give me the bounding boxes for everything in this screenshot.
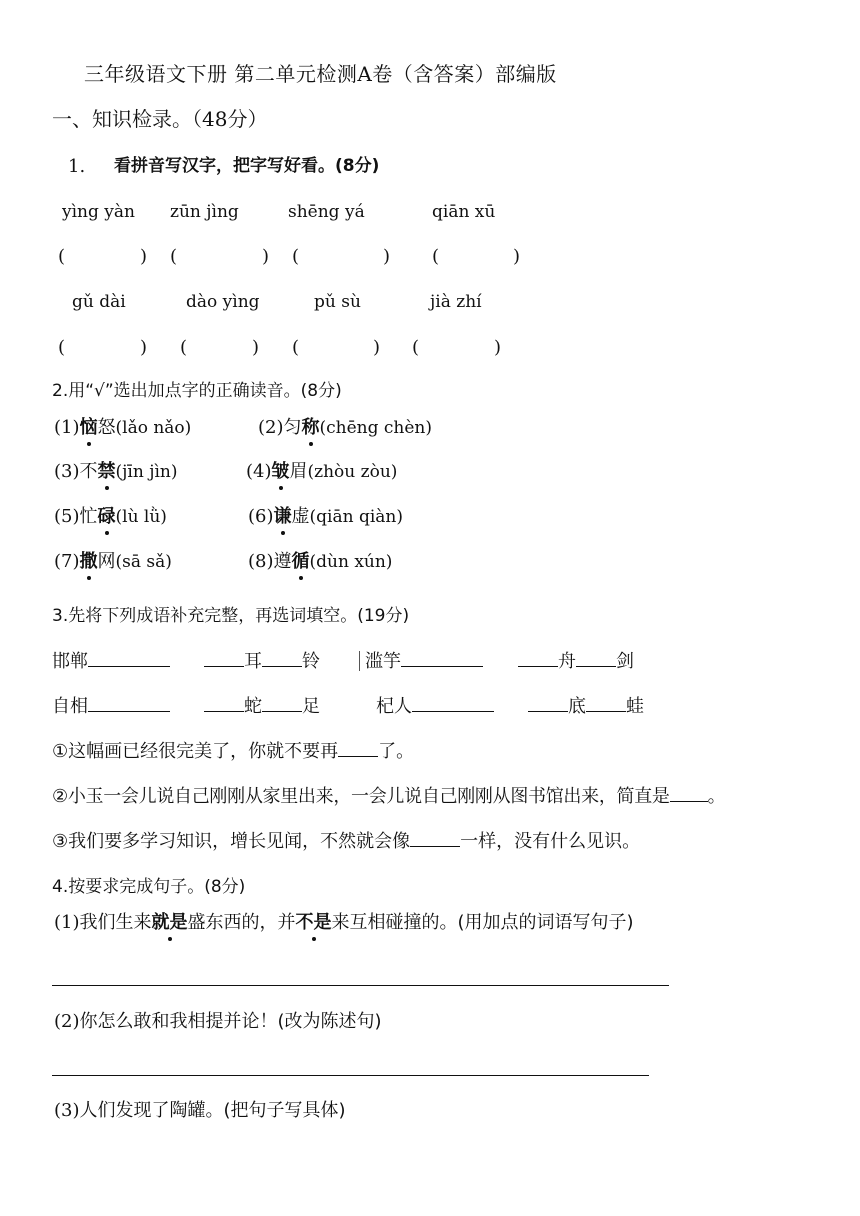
section-heading: 一、知识检录。（48分）	[52, 107, 268, 131]
pinyin-4: qiān xū	[432, 202, 496, 222]
item-number: (2)	[258, 417, 284, 438]
pinyin-choices: (zhòu zòu)	[307, 462, 398, 482]
fill-sentence-2	[52, 785, 725, 808]
reading-item-7	[54, 551, 172, 573]
sentence-task-1	[54, 912, 634, 934]
idiom-3	[365, 650, 483, 673]
dotted-word	[152, 912, 188, 933]
reading-item-1	[54, 417, 191, 439]
idiom-8	[528, 695, 644, 718]
reading-item-4	[246, 461, 397, 483]
task-requirement: (把句子写具体)	[223, 1100, 346, 1121]
fill-sentence-3	[52, 830, 640, 853]
pinyin-choices: (jīn jìn)	[115, 462, 178, 482]
answer-paren-close: )	[252, 337, 260, 358]
fill-blank[interactable]	[338, 740, 378, 757]
item-number: (4)	[246, 461, 272, 482]
idiom-text: 邯郸	[52, 651, 88, 672]
answer-paren-close: )	[494, 337, 502, 358]
answer-paren-open: (	[58, 246, 66, 267]
plain-char: 遵	[273, 551, 292, 572]
answer-paren-open: (	[180, 337, 188, 358]
item-number: (1)	[54, 417, 80, 438]
item-number: (8)	[248, 551, 274, 572]
idiom-text: 舟	[558, 651, 576, 672]
answer-paren-open: (	[58, 337, 66, 358]
dotted-char: 禁	[97, 461, 116, 482]
dotted-char: 皱	[271, 461, 290, 482]
pinyin-6: dào yìng	[186, 292, 260, 312]
idiom-text: 剑	[616, 651, 634, 672]
plain-char: 虚	[291, 506, 310, 527]
plain-char: 眉	[289, 461, 308, 482]
item-number: (3)	[54, 1100, 80, 1121]
sentence-text: ③我们要多学习知识，增长见闻，不然就会像	[52, 831, 411, 852]
pinyin-2: zūn jìng	[170, 202, 239, 222]
dotted-char: 谦	[273, 506, 292, 527]
idiom-6	[204, 695, 320, 718]
fill-blank[interactable]	[410, 830, 460, 847]
item-number: (2)	[54, 1011, 80, 1032]
idiom-2	[204, 650, 320, 673]
sentence-text: 你怎么敢和我相提并论！	[79, 1011, 278, 1032]
sentence-text: 来互相碰撞的。	[331, 912, 458, 933]
answer-line[interactable]	[52, 1075, 649, 1076]
dotted-char: 碌	[97, 506, 116, 527]
reading-item-8	[248, 551, 392, 573]
fill-blank[interactable]	[88, 650, 170, 667]
reading-item-3	[54, 461, 177, 483]
idiom-text: 蛇	[244, 696, 262, 717]
answer-paren-open: (	[412, 337, 420, 358]
question-3-prompt: 3.先将下列成语补充完整，再选词填空。(19分)	[52, 606, 410, 626]
fill-blank[interactable]	[88, 695, 170, 712]
pinyin-choices: (chēng chèn)	[319, 418, 433, 438]
sentence-task-2	[54, 1011, 382, 1033]
dotted-char: 恼	[79, 417, 98, 438]
dotted-chars: 不是	[295, 912, 332, 933]
idiom-text: 杞人	[376, 696, 412, 717]
answer-paren-open: (	[432, 246, 440, 267]
idiom-text: 底	[568, 696, 586, 717]
question-4-prompt: 4.按要求完成句子。(8分)	[52, 877, 246, 897]
answer-paren-close: )	[383, 246, 391, 267]
pinyin-choices: (dùn xún)	[309, 552, 393, 572]
pinyin-7: pǔ sù	[314, 292, 361, 312]
item-number: (1)	[54, 912, 80, 933]
pinyin-1: yìng yàn	[62, 202, 135, 222]
sentence-text: 人们发现了陶罐。	[79, 1100, 224, 1121]
dotted-chars: 就是	[151, 912, 188, 933]
task-requirement: (改为陈述句)	[277, 1011, 382, 1032]
item-number: (3)	[54, 461, 80, 482]
idiom-text: 滥竽	[365, 651, 401, 672]
sentence-text: 。	[707, 786, 726, 807]
pinyin-choices: (sā sǎ)	[115, 552, 172, 572]
task-requirement: (用加点的词语写句子)	[457, 912, 634, 933]
idiom-text: 铃	[302, 651, 320, 672]
fill-blank[interactable]	[518, 650, 558, 667]
fill-blank[interactable]	[262, 695, 302, 712]
fill-blank[interactable]	[528, 695, 568, 712]
dotted-char: 称	[301, 417, 320, 438]
answer-paren-open: (	[292, 337, 300, 358]
sentence-task-3	[54, 1100, 346, 1122]
dotted-char: 撒	[79, 551, 98, 572]
answer-line[interactable]	[52, 985, 669, 986]
pinyin-5: gǔ dài	[72, 292, 126, 312]
answer-paren-close: )	[262, 246, 270, 267]
answer-paren-close: )	[140, 246, 148, 267]
answer-paren-close: )	[373, 337, 381, 358]
idiom-text: 自相	[52, 696, 88, 717]
item-number: (5)	[54, 506, 80, 527]
fill-blank[interactable]	[204, 650, 244, 667]
idiom-4	[518, 650, 634, 673]
sentence-text: ②小玉一会儿说自己刚刚从家里出来，一会儿说自己刚刚从图书馆出来，简直是	[52, 786, 670, 807]
pinyin-3: shēng yá	[288, 202, 365, 222]
idiom-text: 蛙	[626, 696, 644, 717]
idiom-text: 耳	[244, 651, 262, 672]
reading-item-6	[248, 506, 403, 528]
fill-blank[interactable]	[412, 695, 494, 712]
sentence-text: 盛东西的，并	[187, 912, 296, 933]
fill-blank[interactable]	[204, 695, 244, 712]
plain-char: 不	[79, 461, 98, 482]
answer-paren-open: (	[170, 246, 178, 267]
fill-blank[interactable]	[262, 650, 302, 667]
plain-char: 忙	[79, 506, 98, 527]
fill-blank[interactable]	[670, 785, 708, 802]
question-2-prompt: 2.用“√”选出加点字的正确读音。(8分)	[52, 381, 342, 401]
sentence-text: 一样，没有什么见识。	[460, 831, 641, 852]
pinyin-8: jià zhí	[430, 292, 482, 312]
fill-blank[interactable]	[576, 650, 616, 667]
plain-char: 怒	[97, 417, 116, 438]
question-1-prompt: 看拼音写汉字，把字写好看。(8分)	[114, 156, 380, 176]
fill-blank[interactable]	[586, 695, 626, 712]
sentence-text: 我们生来	[79, 912, 152, 933]
plain-char: 网	[97, 551, 116, 572]
idiom-1	[52, 650, 170, 673]
answer-paren-close: )	[513, 246, 521, 267]
idiom-text: 足	[302, 696, 320, 717]
fill-blank[interactable]	[401, 650, 483, 667]
sentence-text: 了。	[378, 741, 415, 762]
idiom-7	[376, 695, 494, 718]
dotted-word	[296, 912, 332, 933]
reading-item-2	[258, 417, 432, 439]
reading-item-5	[54, 506, 167, 528]
answer-paren-open: (	[292, 246, 300, 267]
answer-paren-close: )	[140, 337, 148, 358]
divider	[359, 651, 360, 671]
idiom-5	[52, 695, 170, 718]
pinyin-choices: (qiān qiàn)	[309, 507, 403, 527]
pinyin-choices: (lǎo nǎo)	[115, 418, 192, 438]
fill-sentence-1	[52, 740, 414, 763]
item-number: (7)	[54, 551, 80, 572]
dotted-char: 循	[291, 551, 310, 572]
question-1-number: 1.	[68, 156, 86, 177]
item-number: (6)	[248, 506, 274, 527]
sentence-text: ①这幅画已经很完美了，你就不要再	[52, 741, 339, 762]
pinyin-choices: (lù lǜ)	[115, 507, 167, 527]
page-title: 三年级语文下册 第二单元检测A卷（含答案）部编版	[84, 62, 557, 86]
plain-char: 匀	[283, 417, 302, 438]
